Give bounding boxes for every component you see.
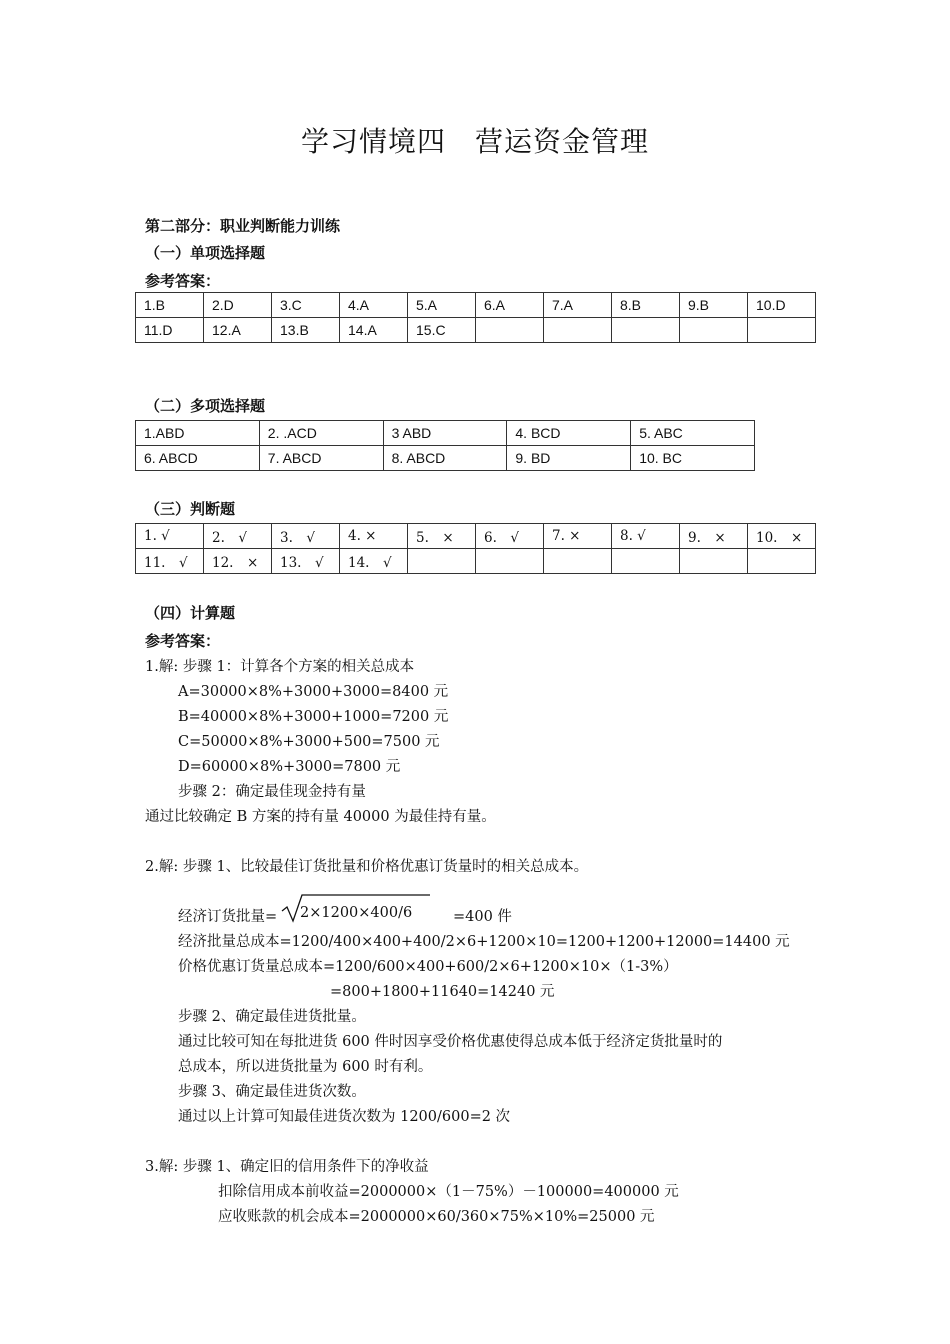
q2-line: 2.解: 步骤 1、比较最佳订货批量和价格优惠订货量时的相关总成本。	[145, 859, 589, 875]
table-cell: 9. BD	[507, 446, 631, 471]
q3-line: 扣除信用成本前收益=2000000×（1－75%）－100000=400000 元	[218, 1184, 679, 1200]
table-cell: 8. ABCD	[383, 446, 507, 471]
q1-line: 步骤 2：确定最佳现金持有量	[178, 784, 366, 800]
table-cell: 2.D	[204, 293, 272, 318]
table-cell: 9.B	[680, 293, 748, 318]
eoq-label: 经济订货批量=	[178, 909, 278, 925]
table-cell: 15.C	[408, 318, 476, 343]
table-cell: 8.B	[612, 293, 680, 318]
table-cell	[612, 318, 680, 343]
q2-line: 步骤 3、确定最佳进货次数。	[178, 1084, 366, 1100]
q3-line: 应收账款的机会成本=2000000×60/360×75%×10%=25000 元	[218, 1209, 655, 1225]
single-choice-heading: （一）单项选择题	[145, 244, 266, 262]
table-cell: 10. BC	[631, 446, 755, 471]
table-cell: 1.B	[136, 293, 204, 318]
table-cell: 3 ABD	[383, 421, 507, 446]
table-cell: 1. √	[136, 524, 204, 549]
table-cell: 3. √	[272, 524, 340, 549]
q1-line: C=50000×8%+3000+500=7500 元	[178, 734, 440, 750]
q2-line: 总成本，所以进货批量为 600 时有利。	[178, 1059, 433, 1075]
table-cell: 14. √	[340, 549, 408, 574]
table-cell: 10.D	[748, 293, 816, 318]
table-cell: 10. ×	[748, 524, 816, 549]
table-cell: 4. BCD	[507, 421, 631, 446]
page-title: 学习情境四 营运资金管理	[300, 125, 649, 158]
judgment-answer-table	[135, 523, 816, 574]
table-cell: 6. √	[476, 524, 544, 549]
table-row	[136, 524, 816, 549]
q3-line: 3.解: 步骤 1、确定旧的信用条件下的净收益	[145, 1159, 429, 1175]
table-cell: 2. √	[204, 524, 272, 549]
calculation-ref-label: 参考答案：	[145, 632, 221, 650]
q1-line: D=60000×8%+3000=7800 元	[178, 759, 401, 775]
table-cell: 13. √	[272, 549, 340, 574]
table-cell: 11.D	[136, 318, 204, 343]
table-cell: 1.ABD	[136, 421, 260, 446]
table-cell: 7.A	[544, 293, 612, 318]
table-cell: 12. ×	[204, 549, 272, 574]
table-cell: 6. ABCD	[136, 446, 260, 471]
table-cell: 4. ×	[340, 524, 408, 549]
single-choice-answer-table	[135, 292, 816, 343]
q1-line: A=30000×8%+3000+3000=8400 元	[178, 684, 449, 700]
table-cell	[612, 549, 680, 574]
table-cell: 8. √	[612, 524, 680, 549]
table-cell: 5. ABC	[631, 421, 755, 446]
table-row	[136, 549, 816, 574]
table-cell: 3.C	[272, 293, 340, 318]
table-cell: 14.A	[340, 318, 408, 343]
table-cell	[748, 318, 816, 343]
table-cell: 5.A	[408, 293, 476, 318]
q1-line: 1.解: 步骤 1：计算各个方案的相关总成本	[145, 659, 415, 675]
table-cell: 2. .ACD	[259, 421, 383, 446]
table-cell: 12.A	[204, 318, 272, 343]
q1-line: 通过比较确定 B 方案的持有量 40000 为最佳持有量。	[145, 809, 496, 825]
table-cell	[680, 549, 748, 574]
table-row	[136, 318, 816, 343]
table-cell	[476, 549, 544, 574]
table-cell	[544, 549, 612, 574]
table-row	[136, 421, 755, 446]
table-cell: 5. ×	[408, 524, 476, 549]
q2-line: 通过比较可知在每批进货 600 件时因享受价格优惠使得总成本低于经济定货批量时的	[178, 1034, 723, 1050]
table-cell: 9. ×	[680, 524, 748, 549]
table-cell: 6.A	[476, 293, 544, 318]
eoq-radicand: 2×1200×400/6	[300, 905, 413, 921]
table-cell: 13.B	[272, 318, 340, 343]
eoq-result: =400 件	[453, 909, 512, 925]
multi-choice-answer-table	[135, 420, 755, 471]
table-cell: 11. √	[136, 549, 204, 574]
q2-line: 价格优惠订货量总成本=1200/600×400+600/2×6+1200×10×（1-3%）	[178, 959, 678, 975]
q1-line: B=40000×8%+3000+1000=7200 元	[178, 709, 449, 725]
q2-line: =800+1800+11640=14240 元	[330, 984, 555, 1000]
table-cell: 4.A	[340, 293, 408, 318]
judgment-heading: （三）判断题	[145, 500, 236, 518]
table-cell	[408, 549, 476, 574]
table-cell	[680, 318, 748, 343]
q2-line: 通过以上计算可知最佳进货次数为 1200/600=2 次	[178, 1109, 511, 1125]
q2-line: 步骤 2、确定最佳进货批量。	[178, 1009, 366, 1025]
multi-choice-heading: （二）多项选择题	[145, 397, 266, 415]
table-cell: 7. ABCD	[259, 446, 383, 471]
q2-line: 经济批量总成本=1200/400×400+400/2×6+1200×10=1200+1200+12000=14400 元	[178, 934, 790, 950]
table-cell	[748, 549, 816, 574]
table-cell: 7. ×	[544, 524, 612, 549]
table-row	[136, 446, 755, 471]
calculation-heading: （四）计算题	[145, 604, 236, 622]
single-choice-ref-label: 参考答案：	[145, 272, 221, 290]
table-cell	[476, 318, 544, 343]
table-row	[136, 293, 816, 318]
table-cell	[544, 318, 612, 343]
part-heading: 第二部分：职业判断能力训练	[145, 217, 341, 235]
